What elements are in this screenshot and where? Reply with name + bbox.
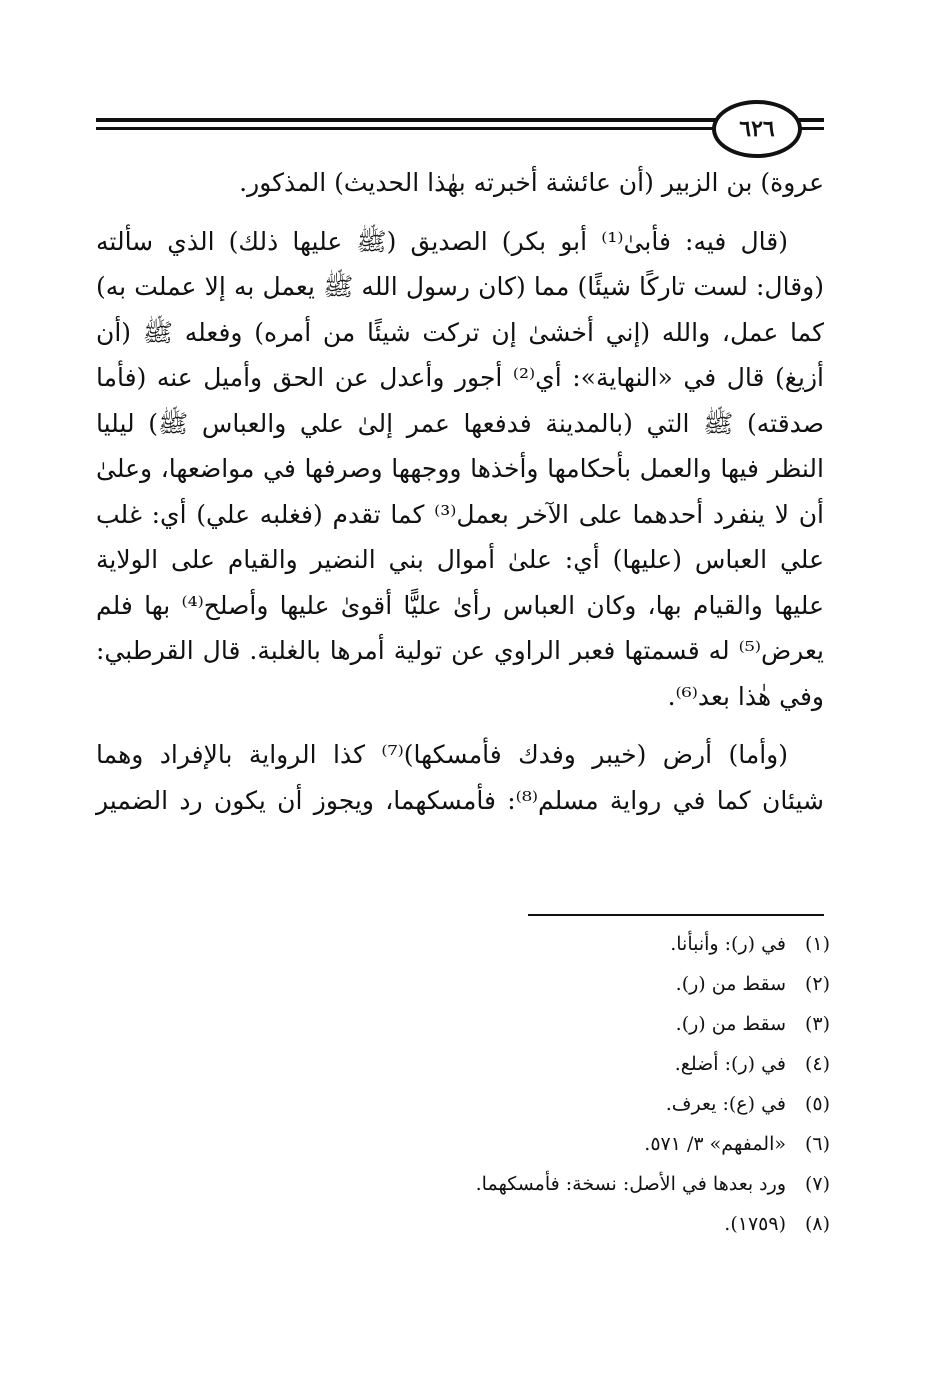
footnote-number: (٨) <box>804 1213 830 1235</box>
footnote-1 <box>96 924 830 964</box>
paragraph-1: عروة) بن الزبير (أن عائشة أخبرته بهٰذا الحديث) المذكور. <box>239 168 824 197</box>
footnote-text: ورد بعدها في الأصل: نسخة: فأمسكهما. <box>475 1173 786 1195</box>
footnote-text: في (ع): يعرف. <box>665 1093 786 1115</box>
header-rule-top <box>96 118 726 122</box>
footnote-number: (١) <box>804 933 830 955</box>
footnote-6 <box>96 1124 830 1164</box>
footnote-2 <box>96 964 830 1004</box>
footnote-number: (٣) <box>804 1013 830 1035</box>
footnote-number: (٥) <box>804 1093 830 1115</box>
footnote-text: في (ر): وأنبأنا. <box>670 933 786 955</box>
footnote-divider <box>528 914 824 916</box>
footnotes <box>96 924 830 1244</box>
footnote-text: سقط من (ر). <box>675 1013 786 1035</box>
footnote-text: في (ر): أضلع. <box>674 1053 786 1075</box>
main-text <box>96 160 824 823</box>
footnote-text: «المفهم» ٣/ ٥٧١. <box>644 1133 786 1155</box>
footnote-text: سقط من (ر). <box>675 973 786 995</box>
page-header <box>96 100 824 158</box>
page-number: ٦٢٦ <box>712 100 802 158</box>
footnote-number: (٦) <box>804 1133 830 1155</box>
paragraph-3: (وأما) أرض (خيبر وفدك فأمسكها)⁽⁷⁾ كذا الرواية بالإفراد وهما شيئان كما في رواية مسلم⁽⁸⁾: فأمسكهما، ويجوز أن يكون رد الضمير <box>96 740 824 815</box>
header-rule-bottom <box>96 127 726 130</box>
footnote-7 <box>96 1164 830 1204</box>
footnote-5 <box>96 1084 830 1124</box>
footnote-text: (١٧٥٩). <box>724 1213 786 1235</box>
paragraph-2: (قال فيه: فأبىٰ⁽¹⁾ أبو بكر) الصديق (ﷺ عليها ذلك) الذي سألته (وقال: لست تاركًا شيئًا) مما (كان رسول الله ﷺ يعمل به إلا عملت به) كما عمل، والله (إني أخشىٰ إن تركت شيئًا من أمره) وفعله ﷺ (أن أزيغ) قال في «النهاية»: أي⁽²⁾ أجور وأعدل عن الحق وأميل عنه (فأما صدقته) ﷺ التي (بالمدينة فدفعها عمر إلىٰ علي والعباس ﷺ) ليليا النظر فيها والعمل بأحكامها وأخذها ووجهها وصرفها في مواضعها، وعلىٰ أن لا ينفرد أحدهما على الآخر بعمل⁽³⁾ كما تقدم (فغلبه علي) أي: غلب علي العباس (عليها) أي: علىٰ أموال بني النضير والقيام على الولاية عليها والقيام بها، وكان العباس رأىٰ عليًّا أقوىٰ عليها وأصلح⁽⁴⁾ بها فلم يعرض⁽⁵⁾ له قسمتها فعبر الراوي عن تولية أمرها بالغلبة. قال القرطبي: وفي هٰذا بعد⁽⁶⁾. <box>96 226 825 711</box>
footnote-4 <box>96 1044 830 1084</box>
footnote-8 <box>96 1204 830 1244</box>
footnote-number: (٤) <box>804 1053 830 1075</box>
footnote-number: (٢) <box>804 973 830 995</box>
footnote-3 <box>96 1004 830 1044</box>
footnote-number: (٧) <box>804 1173 830 1195</box>
